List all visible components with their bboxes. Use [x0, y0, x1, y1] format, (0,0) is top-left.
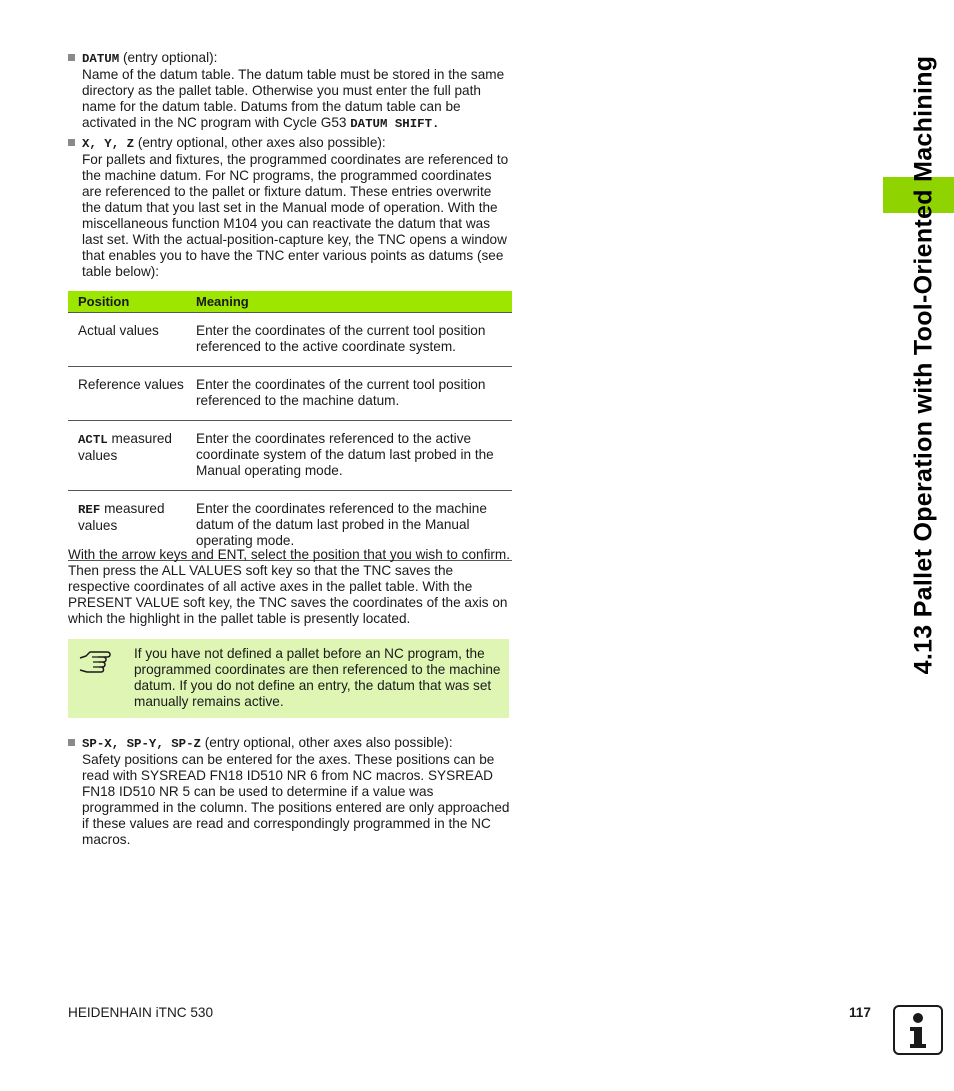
- page-number: 117: [849, 1005, 871, 1020]
- info-icon: [893, 1005, 943, 1055]
- sp-keyword: SP-X, SP-Y, SP-Z: [82, 737, 201, 751]
- datum-code: DATUM SHIFT.: [350, 117, 440, 131]
- row-meaning: Enter the coordinates referenced to the active coordinate system of the datum last probed in the Manual operating mode.: [186, 421, 512, 491]
- row-meaning: Enter the coordinates referenced to the machine datum of the datum last probed in the Manual operating mode.: [186, 491, 512, 561]
- datum-body: Name of the datum table. The datum table must be stored in the same directory as the pallet table. Otherwise you must enter the full path name for the datum table. Datums from the datum table can be activated in the NC program with Cycle G53: [82, 67, 505, 130]
- datum-bullet: [68, 50, 512, 132]
- datum-suffix: (entry optional):: [119, 50, 218, 65]
- bullet-square-icon: [68, 739, 75, 746]
- table-header-row: [68, 291, 512, 313]
- bullet-square-icon: [68, 139, 75, 146]
- note-box: [68, 639, 509, 718]
- bullet-square-icon: [68, 54, 75, 61]
- table-row: [68, 367, 512, 421]
- xyz-suffix: (entry optional, other axes also possible):: [134, 135, 386, 150]
- note-text: If you have not defined a pallet before an NC program, the programmed coordinates are then referenced to the machine datum. If you do not define an entry, the datum that was set manually remains active.: [134, 646, 501, 709]
- table-row: [68, 421, 512, 491]
- row-code: ACTL: [78, 433, 108, 447]
- row-meaning: Enter the coordinates of the current tool position referenced to the active coordinate system.: [186, 313, 512, 367]
- header-position: Position: [68, 291, 186, 313]
- sp-bullet: [68, 735, 512, 848]
- position-table: [68, 291, 512, 561]
- xyz-keyword: X, Y, Z: [82, 137, 135, 151]
- row-position: Reference values: [78, 377, 184, 392]
- footer-product: HEIDENHAIN iTNC 530: [68, 1005, 214, 1020]
- xyz-body: For pallets and fixtures, the programmed coordinates are referenced to the machine datum. For NC programs, the programmed coordinates are referenced to the pallet or fixture datum. These entries overwrite the datum that you last set in the Manual mode of operation. With the miscellaneous function M104 you can reactivate the datum that was last set. With the actual-position-capture key, the TNC opens a window that enables you to have the TNC enter various points as datums (see table below):: [82, 152, 509, 279]
- row-position: measured values: [78, 431, 172, 463]
- sp-body: Safety positions can be entered for the axes. These positions can be read with SYSREAD FN18 ID510 NR 6 from NC macros. SYSREAD FN18 ID510 NR 5 can be used to determine if a value was programmed in the column. The positions entered are only approached if these values are read and correspondingly programmed in the NC macros.: [82, 752, 510, 847]
- sp-suffix: (entry optional, other axes also possible):: [200, 735, 453, 750]
- row-meaning: Enter the coordinates of the current tool position referenced to the machine datum.: [186, 367, 512, 421]
- datum-keyword: DATUM: [82, 52, 120, 66]
- table-row: [68, 313, 512, 367]
- header-meaning: Meaning: [186, 291, 512, 313]
- section-side-title: 4.13 Pallet Operation with Tool-Oriented Machining: [909, 55, 937, 675]
- row-position: measured values: [78, 501, 165, 533]
- pointing-hand-icon: [78, 649, 112, 675]
- row-position: Actual values: [78, 323, 159, 338]
- row-code: REF: [78, 503, 101, 517]
- xyz-bullet: [68, 135, 512, 280]
- arrow-keys-paragraph: With the arrow keys and ENT, select the position that you wish to confirm. Then press the ALL VALUES soft key so that the TNC saves the respective coordinates of all active axes in the pallet table. With the PRESENT VALUE soft key, the TNC saves the coordinates of the axis on which the highlight in the pallet table is presently located.: [68, 547, 510, 626]
